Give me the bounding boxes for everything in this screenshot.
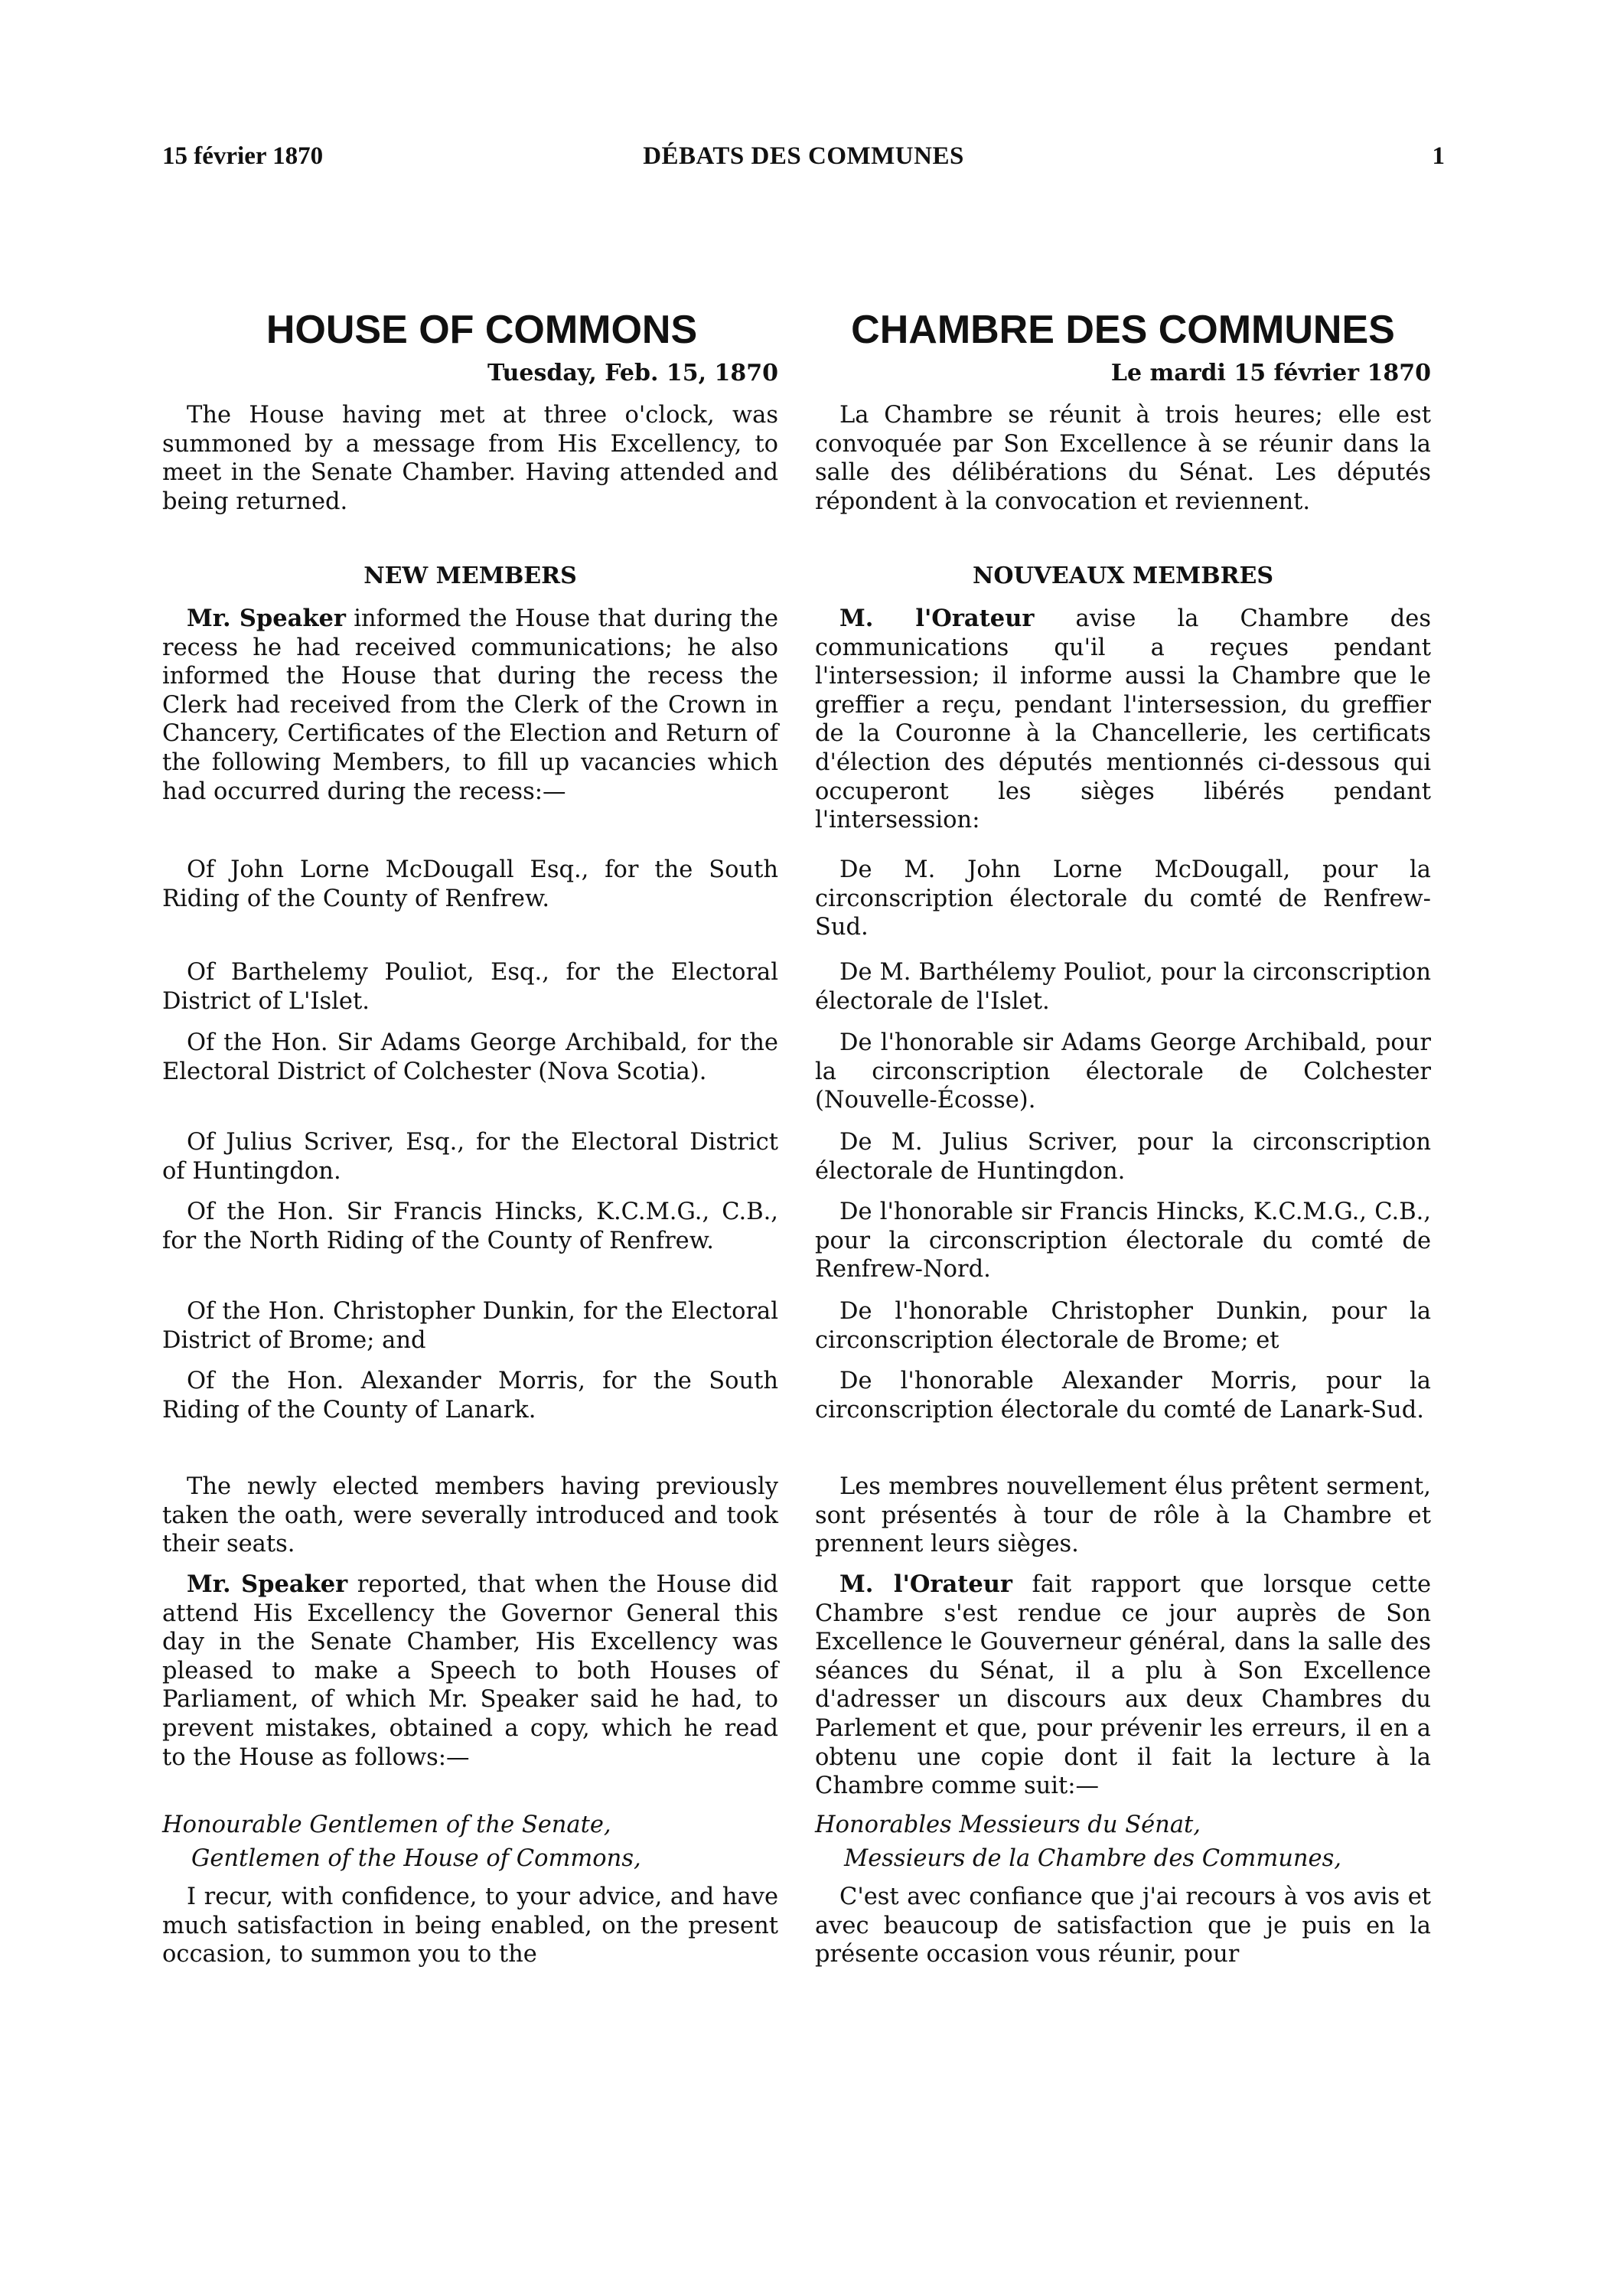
french-member-1-block (815, 856, 1431, 942)
french-member-6-block (815, 1297, 1431, 1355)
english-intro: The House having met at three o'clock, was summoned by a message from His Excellency, to meet in the Senate Chamber. Having attended and being returned. (162, 402, 778, 515)
french-speaker-paragraph (815, 605, 1431, 835)
english-member-1-block (162, 856, 778, 913)
english-member-3-block (162, 1029, 778, 1086)
english-report-label: Mr. Speaker (187, 1570, 348, 1598)
english-section-block (162, 561, 778, 592)
french-member-1: De M. John Lorne McDougall, pour la circonscription électorale du comté de Renfrew-Sud. (815, 856, 1431, 941)
french-member-3-block (815, 1029, 1431, 1115)
running-head-title: DÉBATS DES COMMUNES (643, 142, 964, 170)
french-member-7-block (815, 1367, 1431, 1424)
english-sitting-date: Tuesday, Feb. 15, 1870 (487, 360, 778, 386)
french-speech-opening: C'est avec confiance que j'ai recours à vos avis et avec beaucoup de satisfaction que je puis en la présente occasion vous réunir, pour (815, 1883, 1431, 1968)
english-member-5: Of the Hon. Sir Francis Hincks, K.C.M.G., C.B., for the North Riding of the County of Renfrew. (162, 1199, 778, 1254)
english-salutation-1: Honourable Gentlemen of the Senate, (162, 1812, 611, 1838)
french-speaker-label: M. l'Orateur (839, 605, 1035, 632)
french-report-block (815, 1570, 1431, 1801)
french-member-6: De l'honorable Christopher Dunkin, pour la circonscription électorale de Brome; et (815, 1298, 1431, 1354)
running-head (162, 142, 1445, 179)
french-oath-block (815, 1473, 1431, 1559)
english-salutation-1-block (162, 1811, 778, 1840)
french-oath-paragraph: Les membres nouvellement élus prêtent serment, sont présentés à tour de rôle à la Chambre et prennent leurs sièges. (815, 1473, 1431, 1558)
french-salutation-2: Messieurs de la Chambre des Communes, (844, 1845, 1341, 1872)
english-speaker-label: Mr. Speaker (187, 605, 346, 632)
english-member-2-block (162, 958, 778, 1016)
french-salutation-2-block (815, 1844, 1431, 1874)
french-member-5-block (815, 1198, 1431, 1284)
english-speech-opening: I recur, with confidence, to your advice, and have much satisfaction in being enabled, on the present occasion, to summon you to the (162, 1883, 778, 1968)
english-member-4: Of Julius Scriver, Esq., for the Electoral District of Huntingdon. (162, 1129, 778, 1185)
english-member-1: Of John Lorne McDougall Esq., for the South Riding of the County of Renfrew. (162, 856, 778, 912)
english-member-7-block (162, 1367, 778, 1424)
french-speaker-block (815, 605, 1431, 835)
english-speaker-block (162, 605, 778, 806)
french-member-2: De M. Barthélemy Pouliot, pour la circonscription électorale de l'Islet. (815, 959, 1431, 1015)
french-intro: La Chambre se réunit à trois heures; elle est convoquée par Son Excellence à se réunir dans la salle des délibérations du Sénat. Les députés répondent à la convocation et reviennent. (815, 402, 1431, 515)
english-member-7: Of the Hon. Alexander Morris, for the South Riding of the County of Lanark. (162, 1368, 778, 1424)
french-report-paragraph (815, 1570, 1431, 1801)
english-report-paragraph (162, 1570, 778, 1772)
french-speaker-text: avise la Chambre des communications qu'il a reçues pendant l'intersession; il informe aussi la Chambre que le greffier a reçu, pendant l'intersession, du greffier de la Couronne à la Chancellerie, les certificats d'élection des députés mentionnés ci-dessous qui occuperont les sièges libérés pendant l'intersession: (815, 605, 1431, 834)
french-salutation-1: Honorables Messieurs du Sénat, (815, 1812, 1201, 1838)
english-salutation-2: Gentlemen of the House of Commons, (191, 1845, 641, 1872)
french-section-block (815, 561, 1431, 592)
french-title: CHAMBRE DES COMMUNES (851, 308, 1395, 352)
french-section-heading: NOUVEAUX MEMBRES (972, 563, 1274, 589)
french-salutation-1-block (815, 1811, 1431, 1840)
english-member-3: Of the Hon. Sir Adams George Archibald, for the Electoral District of Colchester (Nova Scotia). (162, 1029, 778, 1085)
english-report-text: reported, that when the House did attend His Excellency the Governor General this day in the Senate Chamber, His Excellency was pleased to make a Speech to both Houses of Parliament, of which Mr. Speaker said he had, to prevent mistakes, obtained a copy, which he read to the House as follows:— (162, 1571, 778, 1771)
english-section-heading: NEW MEMBERS (363, 563, 577, 589)
french-sitting-date: Le mardi 15 février 1870 (1110, 360, 1431, 386)
french-member-3: De l'honorable sir Adams George Archibald, pour la circonscription électorale de Colchester (Nouvelle-Écosse). (815, 1029, 1431, 1114)
page-number: 1 (1432, 142, 1445, 170)
french-speech-block (815, 1883, 1431, 1969)
english-oath-paragraph: The newly elected members having previously taken the oath, were severally introduced and took their seats. (162, 1473, 778, 1558)
english-member-5-block (162, 1198, 778, 1255)
english-speaker-paragraph (162, 605, 778, 806)
english-oath-block (162, 1473, 778, 1559)
french-report-text: fait rapport que lorsque cette Chambre s'est rendue ce jour auprès de Son Excellence le Gouverneur général, dans la salle des séances du Sénat, il a plu à Son Excellence d'adresser un discours aux deux Chambres du Parlement et que, pour prévenir les erreurs, il en a obtenu une copie dont il fait la lecture à la Chambre comme suit:— (815, 1571, 1432, 1800)
english-speech-block (162, 1883, 778, 1969)
french-report-label: M. l'Orateur (839, 1570, 1012, 1598)
running-head-date: 15 février 1870 (162, 142, 324, 170)
french-intro-block (815, 401, 1431, 516)
english-column (162, 306, 778, 1968)
french-column (815, 306, 1432, 1968)
english-intro-block (162, 401, 778, 516)
english-member-6-block (162, 1297, 778, 1355)
french-member-5: De l'honorable sir Francis Hincks, K.C.M.G., C.B., pour la circonscription électorale du comté de Renfrew-Nord. (815, 1199, 1431, 1283)
english-salutation-2-block (162, 1844, 778, 1874)
french-member-4-block (815, 1128, 1431, 1186)
english-report-block (162, 1570, 778, 1772)
english-title: HOUSE OF COMMONS (266, 308, 698, 352)
french-member-7: De l'honorable Alexander Morris, pour la circonscription électorale du comté de Lanark-Sud. (815, 1368, 1431, 1424)
english-member-2: Of Barthelemy Pouliot, Esq., for the Electoral District of L'Islet. (162, 959, 778, 1015)
english-member-6: Of the Hon. Christopher Dunkin, for the Electoral District of Brome; and (162, 1298, 778, 1354)
english-speaker-text: informed the House that during the recess he had received communications; he also informed the House that during the recess the Clerk had received from the Clerk of the Crown in Chancery, Certificates of the Election and Return of the following Members, to fill up vacancies which had occurred during the recess:— (162, 605, 778, 805)
french-member-4: De M. Julius Scriver, pour la circonscription électorale de Huntingdon. (815, 1129, 1431, 1185)
french-member-2-block (815, 958, 1431, 1016)
english-member-4-block (162, 1128, 778, 1186)
